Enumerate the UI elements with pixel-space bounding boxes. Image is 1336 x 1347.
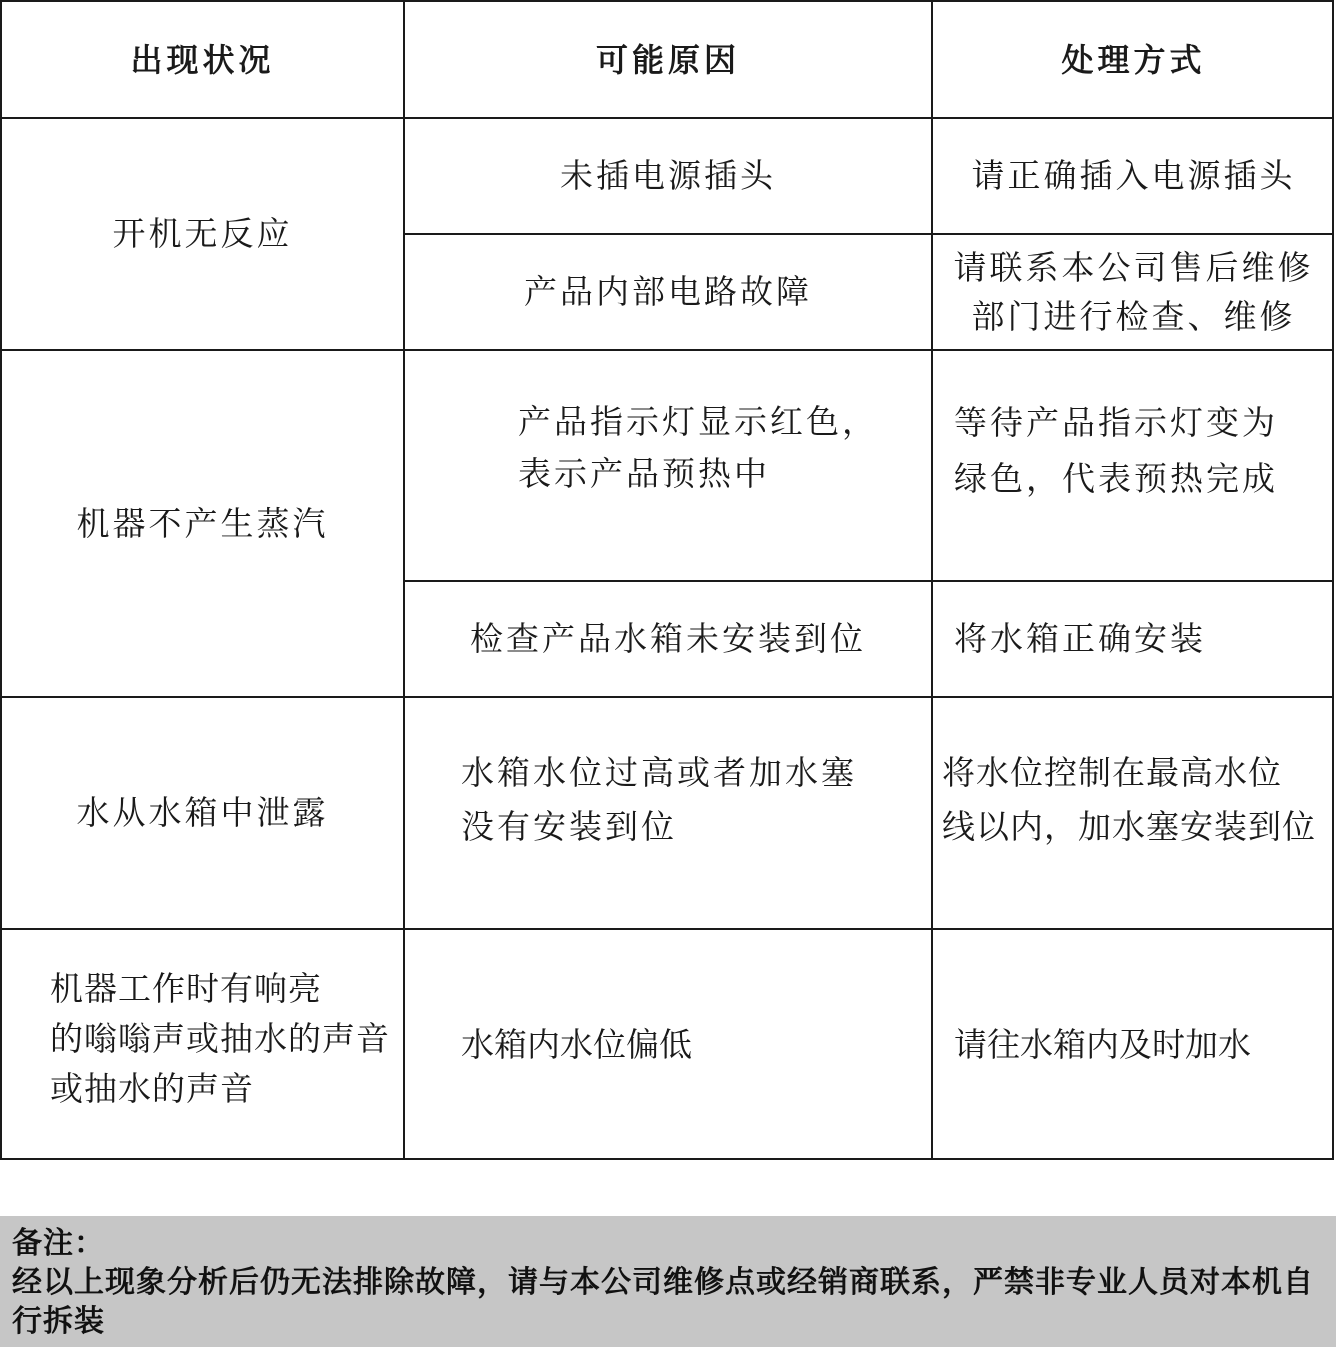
cause-cell bbox=[405, 119, 931, 233]
symptom-cell bbox=[2, 930, 403, 1160]
cause-text: 产品指示灯显示红色， bbox=[518, 401, 878, 441]
symptom-text: 机器工作时有响亮 bbox=[50, 969, 322, 1008]
symptom-cell bbox=[2, 698, 403, 928]
solution-text: 将水位控制在最高水位 bbox=[942, 753, 1282, 792]
cause-text: 表示产品预热中 bbox=[518, 453, 770, 493]
cause-cell bbox=[405, 235, 931, 349]
cause-text: 水箱水位过高或者加水塞 bbox=[461, 753, 857, 792]
symptom-text: 机器不产生蒸汽 bbox=[76, 503, 329, 543]
solution-text: 请正确插入电源插头 bbox=[971, 156, 1296, 195]
solution-text: 部门进行检查、维修 bbox=[971, 297, 1296, 336]
header-cause: 可能原因 bbox=[595, 40, 740, 79]
solution-text: 线以内，加水塞安装到位 bbox=[942, 807, 1316, 846]
cause-text: 未插电源插头 bbox=[560, 156, 776, 195]
solution-cell bbox=[933, 119, 1334, 233]
solution-text: 请往水箱内及时加水 bbox=[954, 1025, 1251, 1064]
solution-cell bbox=[933, 930, 1334, 1160]
symptom-text: 开机无反应 bbox=[112, 214, 293, 253]
solution-cell bbox=[933, 698, 1334, 928]
cause-text: 没有安装到位 bbox=[461, 807, 677, 846]
note-box bbox=[0, 1216, 1336, 1347]
solution-text: 请联系本公司售后维修 bbox=[953, 248, 1314, 287]
header-symptom: 出现状况 bbox=[130, 40, 275, 79]
note-body: 经以上现象分析后仍无法排除故障，请与本公司维修点或经销商联系，严禁非专业人员对本机自行拆装 bbox=[12, 1265, 1314, 1339]
symptom-text: 的嗡嗡声或抽水的声音 bbox=[50, 1019, 390, 1058]
cause-text: 检查产品水箱未安装到位 bbox=[470, 619, 866, 658]
solution-text: 将水箱正确安装 bbox=[954, 619, 1206, 658]
header-solution: 处理方式 bbox=[1061, 40, 1206, 79]
note-title: 备注： bbox=[12, 1226, 105, 1261]
cause-cell bbox=[405, 930, 931, 1160]
solution-cell bbox=[933, 235, 1334, 349]
symptom-text: 或抽水的声音 bbox=[50, 1069, 254, 1108]
cause-text: 产品内部电路故障 bbox=[524, 272, 812, 311]
cause-cell bbox=[405, 698, 931, 928]
solution-text: 等待产品指示灯变为 bbox=[954, 402, 1278, 442]
solution-cell bbox=[933, 351, 1334, 580]
cause-cell bbox=[405, 351, 931, 580]
solution-cell bbox=[933, 582, 1334, 696]
symptom-cell bbox=[2, 351, 403, 696]
symptom-text: 水从水箱中泄露 bbox=[76, 793, 329, 832]
symptom-cell bbox=[2, 119, 403, 349]
cause-text: 水箱内水位偏低 bbox=[461, 1025, 692, 1064]
cause-cell bbox=[405, 582, 931, 696]
solution-text: 绿色，代表预热完成 bbox=[954, 458, 1278, 498]
